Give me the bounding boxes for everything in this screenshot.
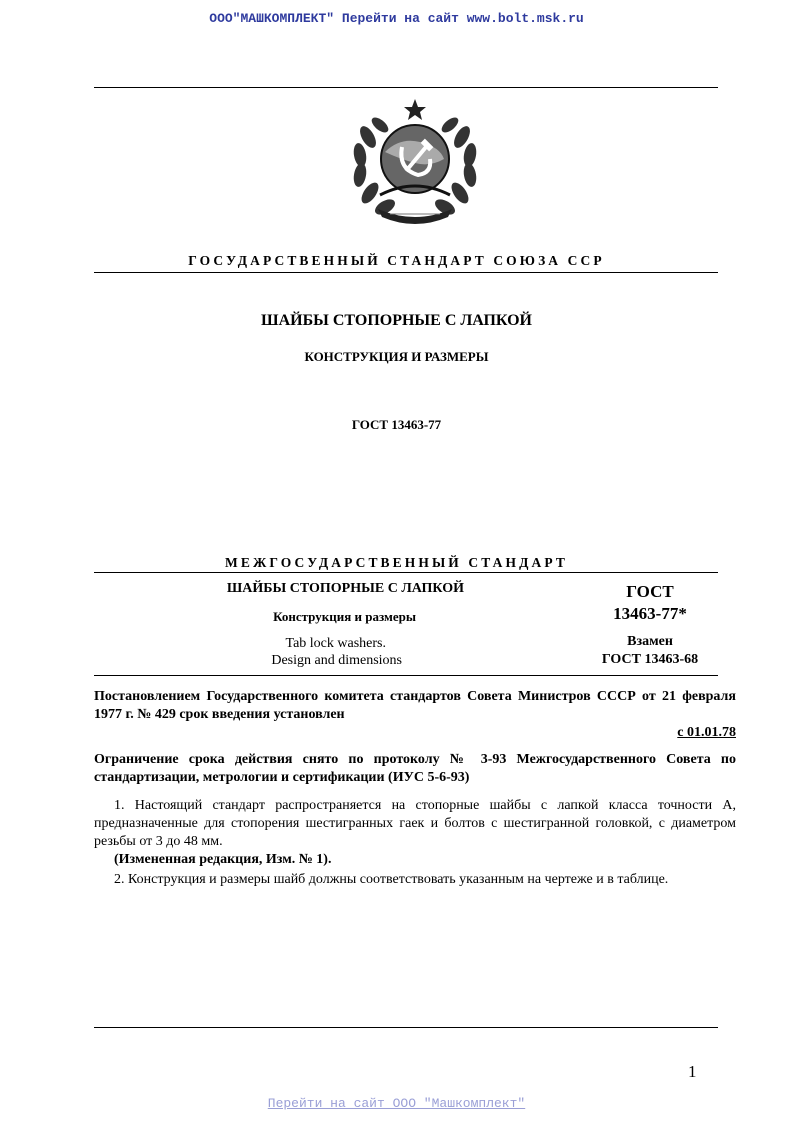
replaces-label: Взамен — [627, 634, 673, 649]
state-standard-heading: ГОСУДАРСТВЕННЫЙ СТАНДАРТ СОЮЗА ССР — [188, 253, 605, 268]
limitation-paragraph: Ограничение срока действия снято по протоколу № 3-93 Межгосударственного Совета по стандартизации, метрологии и сертификации (ИУС 5-6-93) — [94, 752, 736, 785]
block-title-en: Tab lock washers. — [285, 636, 386, 651]
block-title-ru: ШАЙБЫ СТОПОРНЫЕ С ЛАПКОЙ — [226, 581, 464, 596]
block-subtitle-en: Design and dimensions — [271, 653, 402, 668]
site-banner-link[interactable]: ООО"МАШКОМПЛЕКТ" Перейти на сайт www.bolt.msk.ru — [209, 11, 584, 26]
top-rule — [94, 87, 718, 88]
clause-2: 2. Конструкция и размеры шайб должны соответствовать указанным на чертеже и в таблице. — [114, 872, 669, 887]
gost-number: 13463-77* — [613, 604, 687, 623]
clause-1-note: (Измененная редакция, Изм. № 1). — [114, 852, 332, 867]
gost-label: ГОСТ — [626, 582, 674, 601]
effective-date: с 01.01.78 — [677, 725, 736, 740]
page-number: 1 — [688, 1062, 697, 1081]
clause-1: 1. Настоящий стандарт распространяется на стопорные шайбы с лапкой класса точности А, предназначенные для стопорения шестигранных гаек и болтов с шестигранной головкой, с диаметром резьбы от 3 до 48 мм. — [94, 798, 736, 849]
cover-gost-number: ГОСТ 13463-77 — [351, 417, 442, 432]
replaces-number: ГОСТ 13463-68 — [601, 652, 699, 667]
footer-site-link[interactable]: Перейти на сайт ООО "Машкомплект" — [267, 1096, 526, 1111]
interstate-standard-heading: МЕЖГОСУДАРСТВЕННЫЙ СТАНДАРТ — [225, 555, 568, 570]
header-rule — [94, 272, 718, 273]
footer-rule — [94, 1027, 718, 1028]
interstate-rule — [94, 572, 718, 573]
cover-title: ШАЙБЫ СТОПОРНЫЕ С ЛАПКОЙ — [261, 312, 532, 329]
block-subtitle-ru: Конструкция и размеры — [273, 609, 416, 624]
cover-subtitle: КОНСТРУКЦИЯ И РАЗМЕРЫ — [304, 349, 489, 364]
ussr-emblem-icon — [340, 97, 490, 227]
decree-paragraph: Постановлением Государственного комитета стандартов Совета Министров СССР от 21 февраля 1977 г. № 429 срок введения установлен — [94, 689, 736, 722]
block-bottom-rule — [94, 675, 718, 676]
